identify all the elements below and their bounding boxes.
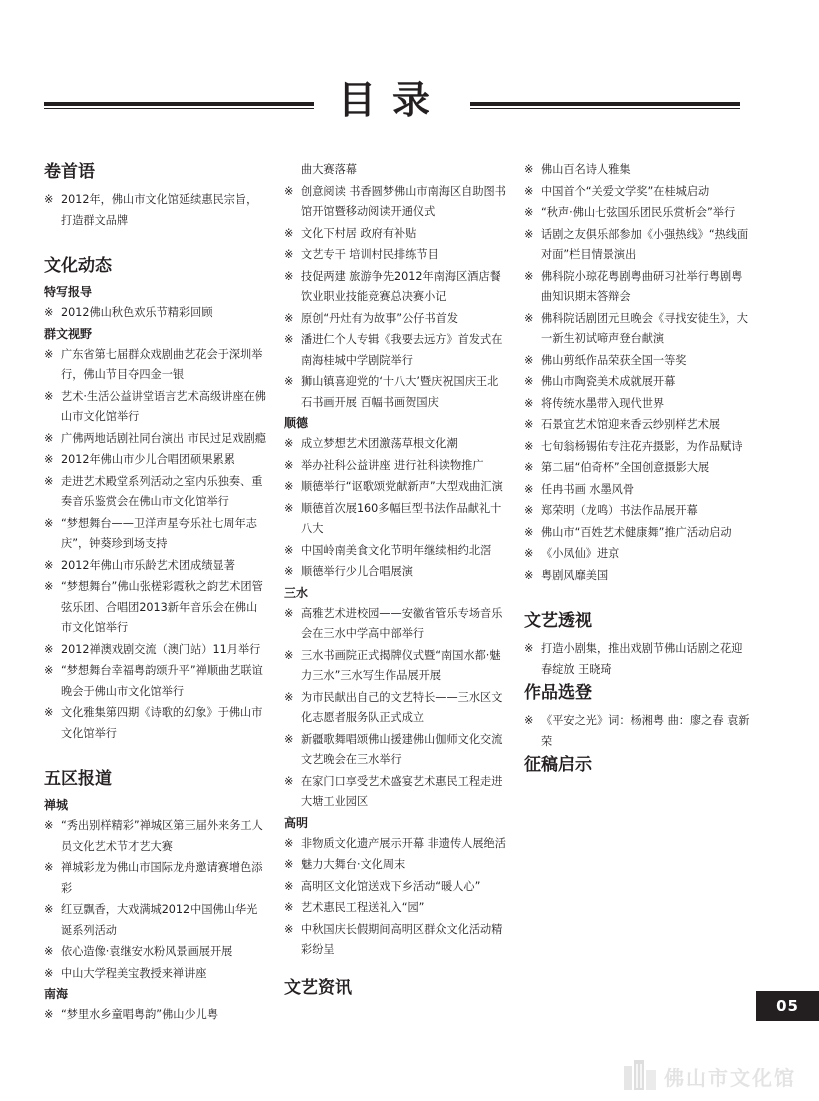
- toc-item[interactable]: ※ 佛科院小琼花粤剧粤曲研习社举行粤剧粤曲知识期末答辩会: [524, 267, 750, 308]
- toc-item[interactable]: ※ 佛科院话剧团元旦晚会《寻找安徒生》，大一新生初试啼声登台献演: [524, 309, 750, 350]
- building-logo-icon: [620, 1056, 660, 1092]
- toc-item[interactable]: ※ 《平安之光》词：杨湘粤 曲：廖之春 袁新荣: [524, 711, 750, 752]
- section-title: 征稿启示: [524, 755, 592, 775]
- toc-item[interactable]: ※ 打造小剧集，推出戏剧节佛山话剧之花迎春绽放 王晓琦: [524, 639, 750, 680]
- toc-item[interactable]: ※ 2012禅澳戏剧交流（澳门站）11月举行: [44, 640, 266, 661]
- section-title: 文化动态: [44, 256, 112, 276]
- toc-item[interactable]: ※ 顺德举行少儿合唱展演: [284, 562, 506, 583]
- title-rule-right: [470, 102, 740, 106]
- toc-item[interactable]: ※ 艺术·生活公益讲堂语言艺术高级讲座在佛山市文化馆举行: [44, 387, 266, 428]
- toc-item[interactable]: ※ 文化下村居 政府有补贴: [284, 224, 506, 245]
- toc-item[interactable]: ※ 新疆歌舞唱颂佛山援建佛山伽师文化交流文艺晚会在三水举行: [284, 730, 506, 771]
- title-rule-left: [44, 102, 314, 106]
- section-title: 作品选登: [524, 683, 592, 703]
- toc-item[interactable]: ※ 佛山剪纸作品荣获全国一等奖: [524, 351, 750, 372]
- subsection-title: 高明: [284, 815, 309, 830]
- toc-item[interactable]: ※ 第二届“伯奇杯”全国创意摄影大展: [524, 458, 750, 479]
- toc-item[interactable]: ※ 2012年，佛山市文化馆延续惠民宗旨，打造群文品牌: [44, 190, 266, 231]
- subsection-title: 三水: [284, 585, 309, 600]
- toc-item[interactable]: ※ 潘进仁个人专辑《我要去远方》首发式在南海桂城中学剧院举行: [284, 330, 506, 371]
- subsection-title: 南海: [44, 987, 69, 1001]
- toc-item[interactable]: ※ “梦里水乡童唱粤韵”佛山少儿粤: [44, 1005, 266, 1026]
- toc-item[interactable]: ※ 石景宜艺术馆迎来香云纱别样艺术展: [524, 415, 750, 436]
- toc-item[interactable]: ※ 2012年佛山市乐龄艺术团成绩显著: [44, 556, 266, 577]
- toc-item[interactable]: ※ 广东省第七届群众戏剧曲艺花会于深圳举行，佛山节目夺四金一银: [44, 345, 266, 386]
- page-title: 目录: [337, 78, 446, 122]
- toc-item[interactable]: ※ 广佛两地话剧社同台演出 市民过足戏剧瘾: [44, 429, 266, 450]
- subsection-title: 禅城: [44, 798, 69, 812]
- toc-item[interactable]: ※ “梦想舞台”佛山张槎彩霞秋之韵艺术团管弦乐团、合唱团2013新年音乐会在佛山市文化馆举行: [44, 577, 266, 639]
- subsection-title: 特写报导: [44, 285, 93, 299]
- toc-item[interactable]: ※ 三水书画院正式揭牌仪式暨“南国水都·魅力三水”三水写生作品展开展: [284, 646, 506, 687]
- subsection-title: 顺德: [284, 416, 309, 430]
- toc-item[interactable]: ※ 文艺专干 培训村民排练节目: [284, 245, 506, 266]
- toc-item[interactable]: ※ 举办社科公益讲座 进行社科读物推广: [284, 456, 506, 477]
- toc-item[interactable]: ※ 高明区文化馆送戏下乡活动“暖人心”: [284, 877, 506, 898]
- section-title: 五区报道: [44, 769, 112, 789]
- toc-item[interactable]: ※ 佛山市陶瓷美术成就展开幕: [524, 372, 750, 393]
- section-title: 文艺资讯: [284, 977, 352, 998]
- toc-item[interactable]: ※ 2012佛山秋色欢乐节精彩回顾: [44, 303, 266, 324]
- toc-item[interactable]: ※ 在家门口享受艺术盛宴艺术惠民工程走进大塘工业园区: [284, 772, 506, 813]
- toc-item[interactable]: ※ 为市民献出自己的文艺特长——三水区文化志愿者服务队正式成立: [284, 688, 506, 729]
- toc-item[interactable]: ※ 七旬翁杨锡佑专注花卉摄影，为作品赋诗: [524, 437, 750, 458]
- toc-item[interactable]: ※ 依心造像·袁继安水粉风景画展开展: [44, 942, 266, 963]
- toc-column-1: [44, 160, 266, 1027]
- toc-item[interactable]: ※ “秀出别样精彩”禅城区第三届外来务工人员文化艺术节才艺大赛: [44, 816, 266, 857]
- toc-item[interactable]: ※ 将传统水墨带入现代世界: [524, 394, 750, 415]
- section-title: 文艺透视: [524, 611, 592, 631]
- toc-column-2: [284, 160, 506, 1006]
- section-title: 卷首语: [44, 162, 95, 182]
- toc-item[interactable]: ※ 佛山百名诗人雅集: [524, 160, 750, 181]
- footer-brand-text: 佛山市文化馆: [664, 1066, 796, 1090]
- toc-item[interactable]: ※ 高雅艺术进校园——安徽省管乐专场音乐会在三水中学高中部举行: [284, 604, 506, 645]
- toc-item[interactable]: ※ 郑荣明（龙鸣）书法作品展开幕: [524, 501, 750, 522]
- toc-item[interactable]: ※ 话剧之友俱乐部参加《小强热线》“热线面对面”栏目情景演出: [524, 225, 750, 266]
- toc-item[interactable]: ※ 2012年佛山市少儿合唱团硕果累累: [44, 450, 266, 471]
- toc-item[interactable]: ※ 技促两建 旅游争先2012年南海区酒店餐饮业职业技能竞赛总决赛小记: [284, 267, 506, 308]
- toc-item[interactable]: ※ “梦想舞台——卫洋声星夸乐社七周年志庆”，钟葵珍到场支持: [44, 514, 266, 555]
- toc-title-bar: [44, 78, 740, 122]
- toc-item[interactable]: ※ 任冉书画 水墨风骨: [524, 480, 750, 501]
- toc-item[interactable]: ※ 中国首个“关爱文学奖”在桂城启动: [524, 182, 750, 203]
- toc-item[interactable]: ※ 走进艺术殿堂系列活动之室内乐独奏、重奏音乐鉴赏会在佛山市文化馆举行: [44, 472, 266, 513]
- toc-item[interactable]: ※ 艺术惠民工程送礼入“园”: [284, 898, 506, 919]
- toc-column-3: [524, 160, 750, 783]
- toc-item[interactable]: ※ 佛山市“百姓艺术健康舞”推广活动启动: [524, 523, 750, 544]
- toc-item[interactable]: ※ 魅力大舞台·文化周末: [284, 855, 506, 876]
- toc-item-continued[interactable]: 曲大赛落幕: [301, 163, 357, 176]
- toc-item[interactable]: ※ 原创“丹灶有为故事”公仔书首发: [284, 309, 506, 330]
- toc-item[interactable]: ※ 禅城彩龙为佛山市国际龙舟邀请赛增色添彩: [44, 858, 266, 899]
- subsection-title: 群文视野: [44, 326, 93, 341]
- toc-item[interactable]: ※ 非物质文化遗产展示开幕 非遗传人展绝活: [284, 834, 506, 855]
- footer-brand: [620, 1056, 810, 1092]
- toc-item[interactable]: ※ 成立梦想艺术团激荡草根文化潮: [284, 434, 506, 455]
- toc-item[interactable]: ※ 中秋国庆长假期间高明区群众文化活动精彩纷呈: [284, 920, 506, 961]
- toc-item[interactable]: ※ 文化雅集第四期《诗歌的幻象》于佛山市文化馆举行: [44, 703, 266, 744]
- toc-item[interactable]: ※ 创意阅读 书香圆梦佛山市南海区自助图书馆开馆暨移动阅读开通仪式: [284, 182, 506, 223]
- toc-item[interactable]: ※ 顺德首次展160多幅巨型书法作品献礼十八大: [284, 499, 506, 540]
- toc-item[interactable]: ※ 红豆飘香，大戏满城2012中国佛山华光诞系列活动: [44, 900, 266, 941]
- toc-item[interactable]: ※ “梦想舞台幸福粤韵颂升平”禅顺曲艺联谊晚会于佛山市文化馆举行: [44, 661, 266, 702]
- toc-item[interactable]: ※ “秋声·佛山七弦国乐团民乐赏析会”举行: [524, 203, 750, 224]
- toc-item[interactable]: ※ 狮山镇喜迎党的‘十八大’暨庆祝国庆王北石书画开展 百幅书画贺国庆: [284, 372, 506, 413]
- page-number: 05: [756, 991, 819, 1021]
- toc-item[interactable]: ※ 粤剧风靡美国: [524, 566, 750, 587]
- toc-item[interactable]: ※ 中山大学程美宝教授来禅讲座: [44, 964, 266, 985]
- toc-item[interactable]: ※ 顺德举行“讴歌颂党献新声”大型戏曲汇演: [284, 477, 506, 498]
- toc-item[interactable]: ※ 中国岭南美食文化节明年继续相约北滘: [284, 541, 506, 562]
- toc-item[interactable]: ※ 《小凤仙》进京: [524, 544, 750, 565]
